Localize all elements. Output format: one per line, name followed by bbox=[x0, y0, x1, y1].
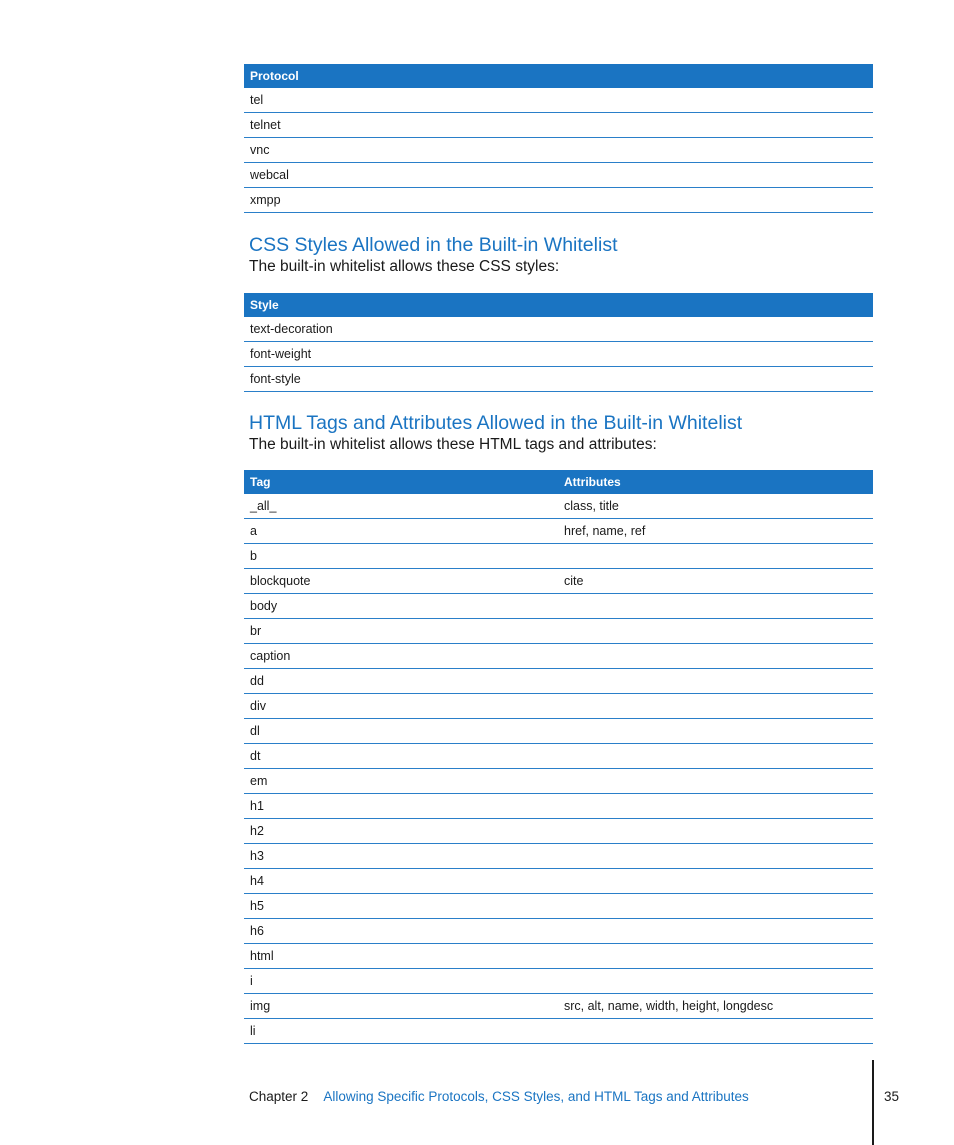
html-section-heading: HTML Tags and Attributes Allowed in the Built-in Whitelist bbox=[249, 412, 743, 434]
attributes-cell bbox=[558, 644, 873, 669]
table-row bbox=[244, 494, 873, 519]
tag-cell: h2 bbox=[244, 819, 558, 844]
attributes-cell bbox=[558, 844, 873, 869]
html-tags-table bbox=[244, 470, 873, 1044]
table-row bbox=[244, 694, 873, 719]
table-row bbox=[244, 769, 873, 794]
css-styles-table bbox=[244, 293, 873, 392]
tag-cell: div bbox=[244, 694, 558, 719]
tag-cell: _all_ bbox=[244, 494, 558, 519]
css-section-intro: The built-in whitelist allows these CSS styles: bbox=[249, 258, 560, 275]
tag-cell: b bbox=[244, 544, 558, 569]
table-row bbox=[244, 342, 873, 367]
table-row bbox=[244, 594, 873, 619]
column-header-tag: Tag bbox=[244, 470, 558, 494]
table-row bbox=[244, 669, 873, 694]
tag-cell: blockquote bbox=[244, 569, 558, 594]
table-row bbox=[244, 994, 873, 1019]
attributes-cell: cite bbox=[558, 569, 873, 594]
attributes-cell bbox=[558, 969, 873, 994]
table-row bbox=[244, 644, 873, 669]
attributes-cell bbox=[558, 694, 873, 719]
tag-cell: img bbox=[244, 994, 558, 1019]
attributes-cell: src, alt, name, width, height, longdesc bbox=[558, 994, 873, 1019]
attributes-cell bbox=[558, 744, 873, 769]
table-row bbox=[244, 719, 873, 744]
table-row bbox=[244, 317, 873, 342]
css-section-heading: CSS Styles Allowed in the Built-in Whitelist bbox=[249, 234, 618, 256]
table-row bbox=[244, 544, 873, 569]
table-row bbox=[244, 367, 873, 392]
protocol-table bbox=[244, 64, 873, 213]
attributes-cell bbox=[558, 794, 873, 819]
attributes-cell bbox=[558, 669, 873, 694]
table-cell: tel bbox=[244, 88, 873, 113]
table-cell: webcal bbox=[244, 163, 873, 188]
tag-cell: dl bbox=[244, 719, 558, 744]
attributes-cell bbox=[558, 719, 873, 744]
tag-cell: h6 bbox=[244, 919, 558, 944]
table-header-row bbox=[244, 470, 873, 494]
table-row bbox=[244, 138, 873, 163]
page-footer bbox=[249, 1087, 749, 1107]
table-row bbox=[244, 744, 873, 769]
tag-cell: dd bbox=[244, 669, 558, 694]
table-row bbox=[244, 919, 873, 944]
column-header-protocol: Protocol bbox=[244, 64, 873, 88]
attributes-cell bbox=[558, 619, 873, 644]
table-cell: vnc bbox=[244, 138, 873, 163]
tag-cell: br bbox=[244, 619, 558, 644]
tag-cell: a bbox=[244, 519, 558, 544]
footer-chapter-label: Chapter 2 bbox=[249, 1089, 309, 1104]
attributes-cell bbox=[558, 544, 873, 569]
tag-cell: h1 bbox=[244, 794, 558, 819]
attributes-cell bbox=[558, 819, 873, 844]
table-header-row bbox=[244, 64, 873, 88]
tag-cell: caption bbox=[244, 644, 558, 669]
table-row bbox=[244, 844, 873, 869]
table-row bbox=[244, 88, 873, 113]
attributes-cell bbox=[558, 1019, 873, 1044]
footer-chapter-title-link[interactable]: Allowing Specific Protocols, CSS Styles, and HTML Tags and Attributes bbox=[323, 1089, 749, 1104]
column-header-style: Style bbox=[244, 293, 873, 317]
attributes-cell bbox=[558, 944, 873, 969]
tag-cell: h4 bbox=[244, 869, 558, 894]
table-row bbox=[244, 163, 873, 188]
table-row bbox=[244, 1019, 873, 1044]
tag-cell: body bbox=[244, 594, 558, 619]
tag-cell: dt bbox=[244, 744, 558, 769]
table-row bbox=[244, 619, 873, 644]
tag-cell: i bbox=[244, 969, 558, 994]
protocol-table-body bbox=[244, 88, 873, 213]
tag-cell: h5 bbox=[244, 894, 558, 919]
attributes-cell bbox=[558, 594, 873, 619]
table-row bbox=[244, 569, 873, 594]
attributes-cell: href, name, ref bbox=[558, 519, 873, 544]
table-header-row bbox=[244, 293, 873, 317]
attributes-cell bbox=[558, 894, 873, 919]
table-row bbox=[244, 519, 873, 544]
table-row bbox=[244, 869, 873, 894]
tag-cell: html bbox=[244, 944, 558, 969]
page-content bbox=[244, 64, 873, 1044]
table-cell: font-style bbox=[244, 367, 873, 392]
table-row bbox=[244, 944, 873, 969]
table-cell: font-weight bbox=[244, 342, 873, 367]
table-cell: xmpp bbox=[244, 188, 873, 213]
table-cell: telnet bbox=[244, 113, 873, 138]
tag-cell: em bbox=[244, 769, 558, 794]
table-row bbox=[244, 188, 873, 213]
footer-divider bbox=[872, 1060, 874, 1145]
table-cell: text-decoration bbox=[244, 317, 873, 342]
tag-cell: h3 bbox=[244, 844, 558, 869]
attributes-cell bbox=[558, 919, 873, 944]
css-styles-table-body bbox=[244, 317, 873, 392]
html-tags-table-body bbox=[244, 494, 873, 1044]
attributes-cell bbox=[558, 769, 873, 794]
attributes-cell: class, title bbox=[558, 494, 873, 519]
table-row bbox=[244, 894, 873, 919]
table-row bbox=[244, 969, 873, 994]
table-row bbox=[244, 113, 873, 138]
attributes-cell bbox=[558, 869, 873, 894]
tag-cell: li bbox=[244, 1019, 558, 1044]
column-header-attributes: Attributes bbox=[558, 470, 873, 494]
page-number: 35 bbox=[884, 1089, 900, 1104]
table-row bbox=[244, 794, 873, 819]
table-row bbox=[244, 819, 873, 844]
html-section-intro: The built-in whitelist allows these HTML tags and attributes: bbox=[249, 436, 657, 453]
